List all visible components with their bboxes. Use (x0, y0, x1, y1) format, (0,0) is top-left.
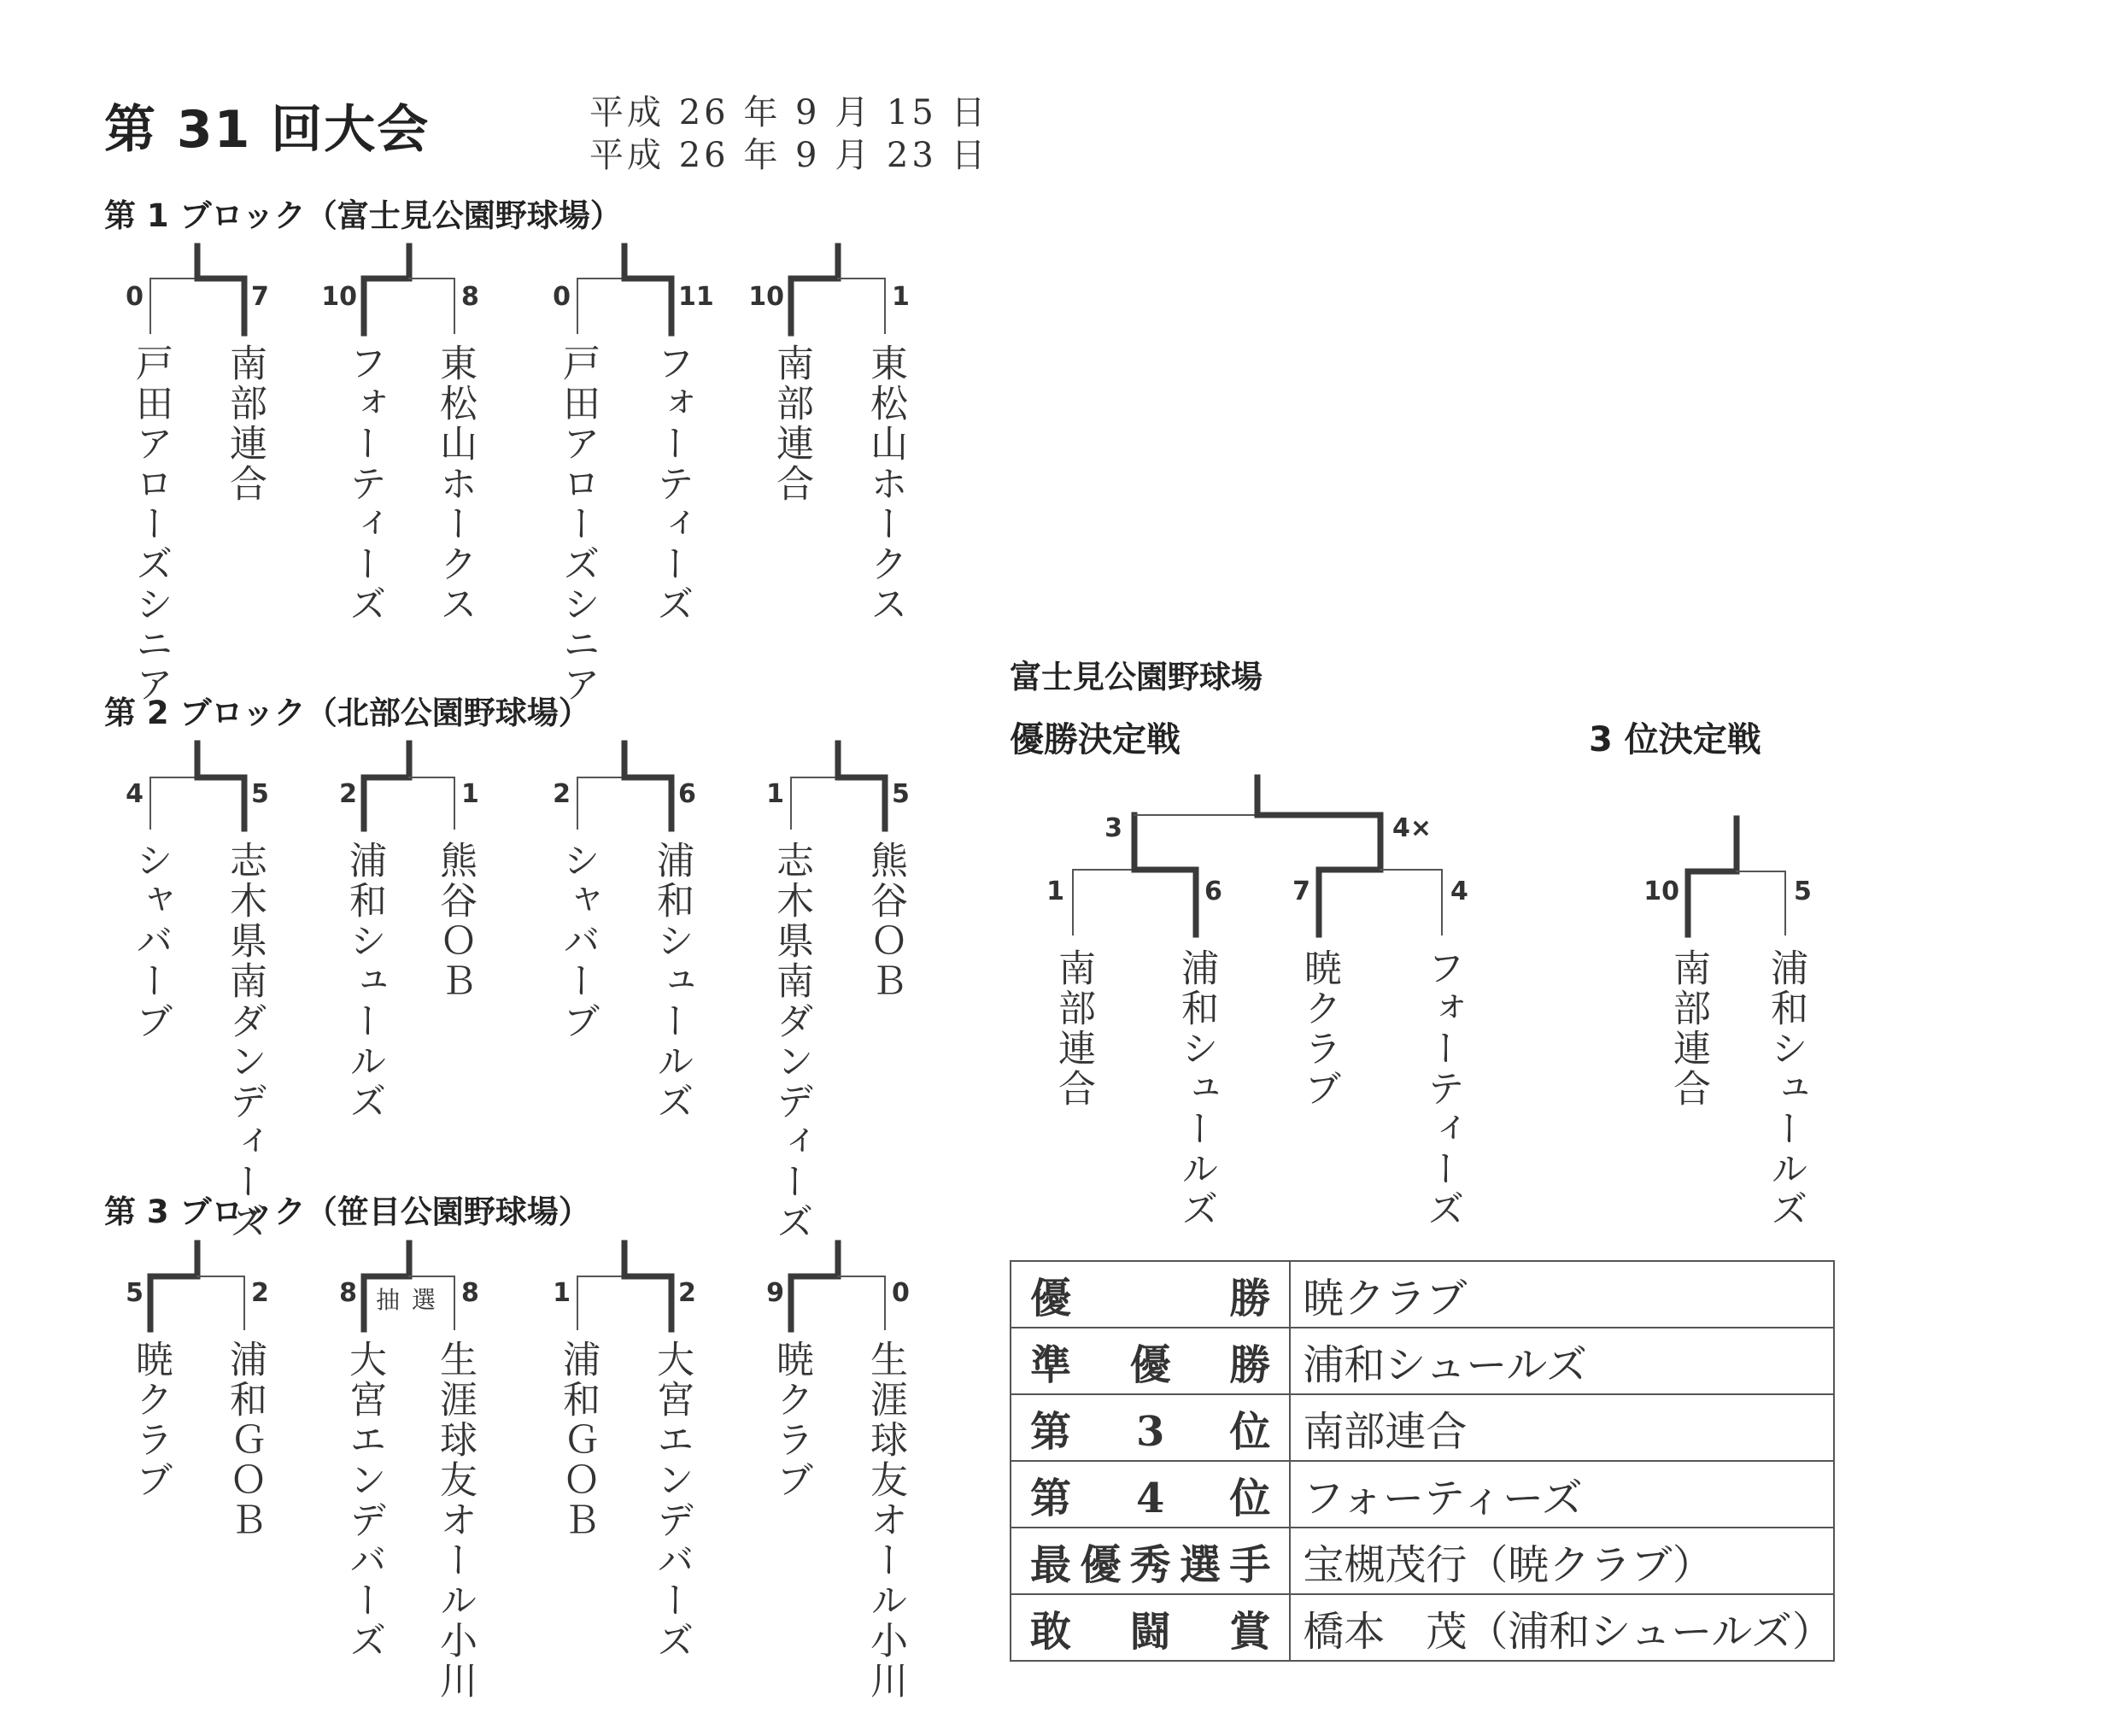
block-1-game-1-right-team: 南部連合 (223, 343, 267, 504)
championship-semi-1-right-score: 6 (1204, 877, 1222, 906)
results-label: 優勝 (1011, 1261, 1290, 1328)
block-1-heading: 第 1 ブロック（富士見公園野球場） (104, 197, 622, 234)
block-3-game-2-left-score: 8 (339, 1278, 357, 1308)
results-row (1011, 1261, 1834, 1328)
block-1-game-4-right-team: 東松山ホークス (864, 343, 907, 625)
championship-semi-2-right-score: 4 (1450, 877, 1468, 906)
block-3-game-4-left-team: 暁クラブ (770, 1340, 813, 1500)
block-3-game-3-left-team: 浦和ＧＯＢ (556, 1340, 600, 1540)
results-table (1010, 1260, 1835, 1662)
block-3-game-1-right-score: 2 (251, 1278, 269, 1308)
block-2-game-4-left-team: 志木県南ダンディーズ (770, 841, 813, 1242)
results-row (1011, 1594, 1834, 1661)
block-2-game-1-right-score: 5 (251, 779, 269, 809)
championship-final-right-score: 4× (1392, 813, 1432, 843)
third-place-right-score: 5 (1794, 877, 1812, 906)
block-3-game-2-left-team: 大宮エンデバーズ (343, 1340, 386, 1661)
block-2-game-2-right-team: 熊谷ＯＢ (433, 841, 477, 1001)
block-2-game-3-right-score: 6 (678, 779, 696, 809)
block-2-game-4-left-score: 1 (766, 779, 784, 809)
block-2-game-1-left-score: 4 (126, 779, 144, 809)
results-value: フォーティーズ (1290, 1461, 1834, 1528)
results-value: 浦和シュールズ (1290, 1328, 1834, 1394)
block-3-game-3-left-score: 1 (553, 1278, 571, 1308)
third-place-right-team: 浦和シュールズ (1764, 948, 1807, 1229)
results-label: 敢闘賞 (1011, 1594, 1290, 1661)
block-2-heading: 第 2 ブロック（北部公園野球場） (104, 695, 590, 731)
championship-semi-1-left-score: 1 (1046, 877, 1064, 906)
results-label: 最優秀選手 (1011, 1528, 1290, 1594)
results-label: 第3位 (1011, 1394, 1290, 1461)
block-2-game-2-left-team: 浦和シュールズ (343, 841, 386, 1122)
block-2-game-3-left-team: シャバーブ (556, 841, 600, 1041)
championship-heading: 優勝決定戦 (1010, 720, 1181, 760)
block-1-game-2-right-score: 8 (461, 282, 479, 312)
results-row (1011, 1328, 1834, 1394)
third-place-left-team: 南部連合 (1667, 948, 1710, 1109)
block-2-game-4-right-score: 5 (892, 779, 910, 809)
third-place-left-score: 10 (1643, 877, 1679, 906)
block-3-game-4-right-score: 0 (892, 1278, 910, 1308)
block-3-heading: 第 3 ブロック（笹目公園野球場） (104, 1194, 590, 1230)
block-3-game-1-left-team: 暁クラブ (129, 1340, 173, 1500)
block-2-game-1-left-team: シャバーブ (129, 841, 173, 1041)
block-1-game-1-right-score: 7 (251, 282, 269, 312)
date-line-1: 平成 26 年 9 月 15 日 (589, 93, 989, 132)
results-label: 準優勝 (1011, 1328, 1290, 1394)
page-title: 第 31 回大会 (104, 100, 431, 160)
block-3-game-4-left-score: 9 (766, 1278, 784, 1308)
results-value: 南部連合 (1290, 1394, 1834, 1461)
results-row (1011, 1394, 1834, 1461)
block-3-game-3-right-score: 2 (678, 1278, 696, 1308)
block-2-game-2-left-score: 2 (339, 779, 357, 809)
championship-semi-2-right-team: フォーティーズ (1421, 948, 1464, 1229)
championship-semi-2-left-score: 7 (1292, 877, 1310, 906)
championship-semi-1-left-team: 南部連合 (1052, 948, 1095, 1109)
block-2-game-2-right-score: 1 (461, 779, 479, 809)
block-1-game-4-left-score: 10 (748, 282, 784, 312)
block-1-game-3-left-score: 0 (553, 282, 571, 312)
finals-venue-heading: 富士見公園野球場 (1010, 659, 1263, 695)
block-3-game-4-right-team: 生涯球友オール小川 (864, 1340, 907, 1701)
block-1-game-1-left-score: 0 (126, 282, 144, 312)
third-place-heading: 3 位決定戦 (1589, 720, 1761, 760)
block-1-game-1-left-team: 戸田アローズシニア (129, 343, 173, 705)
block-2-game-3-right-team: 浦和シュールズ (650, 841, 694, 1122)
block-3-game-1-left-score: 5 (126, 1278, 144, 1308)
block-1-game-3-left-team: 戸田アローズシニア (556, 343, 600, 705)
block-3-game-3-right-team: 大宮エンデバーズ (650, 1340, 694, 1661)
block-3-game-2-right-team: 生涯球友オール小川 (433, 1340, 477, 1701)
block-2-game-1-right-team: 志木県南ダンディーズ (223, 841, 267, 1242)
results-value: 橋本 茂（浦和シュールズ） (1290, 1594, 1834, 1661)
results-value: 暁クラブ (1290, 1261, 1834, 1328)
block-2-game-4-right-team: 熊谷ＯＢ (864, 841, 907, 1001)
block-1-game-3-right-team: フォーティーズ (650, 343, 694, 625)
block-3-game-1-right-team: 浦和ＧＯＢ (223, 1340, 267, 1540)
block-1-game-2-left-team: フォーティーズ (343, 343, 386, 625)
block-2-game-3-left-score: 2 (553, 779, 571, 809)
block-3-game-2-right-score: 8 (461, 1278, 479, 1308)
block-1-game-4-right-score: 1 (892, 282, 910, 312)
results-label: 第4位 (1011, 1461, 1290, 1528)
block-1-game-2-right-team: 東松山ホークス (433, 343, 477, 625)
championship-final-left-score: 3 (1104, 813, 1122, 843)
championship-semi-2-left-team: 暁クラブ (1298, 948, 1341, 1109)
results-value: 宝槻茂行（暁クラブ） (1290, 1528, 1834, 1594)
block-1-game-4-left-team: 南部連合 (770, 343, 813, 504)
results-row (1011, 1461, 1834, 1528)
block-3-game-2-lottery-note: 抽選 (376, 1286, 448, 1314)
block-1-game-2-left-score: 10 (321, 282, 357, 312)
block-1-game-3-right-score: 11 (678, 282, 714, 312)
championship-semi-1-right-team: 浦和シュールズ (1175, 948, 1218, 1229)
date-line-2: 平成 26 年 9 月 23 日 (589, 136, 989, 175)
results-row (1011, 1528, 1834, 1594)
